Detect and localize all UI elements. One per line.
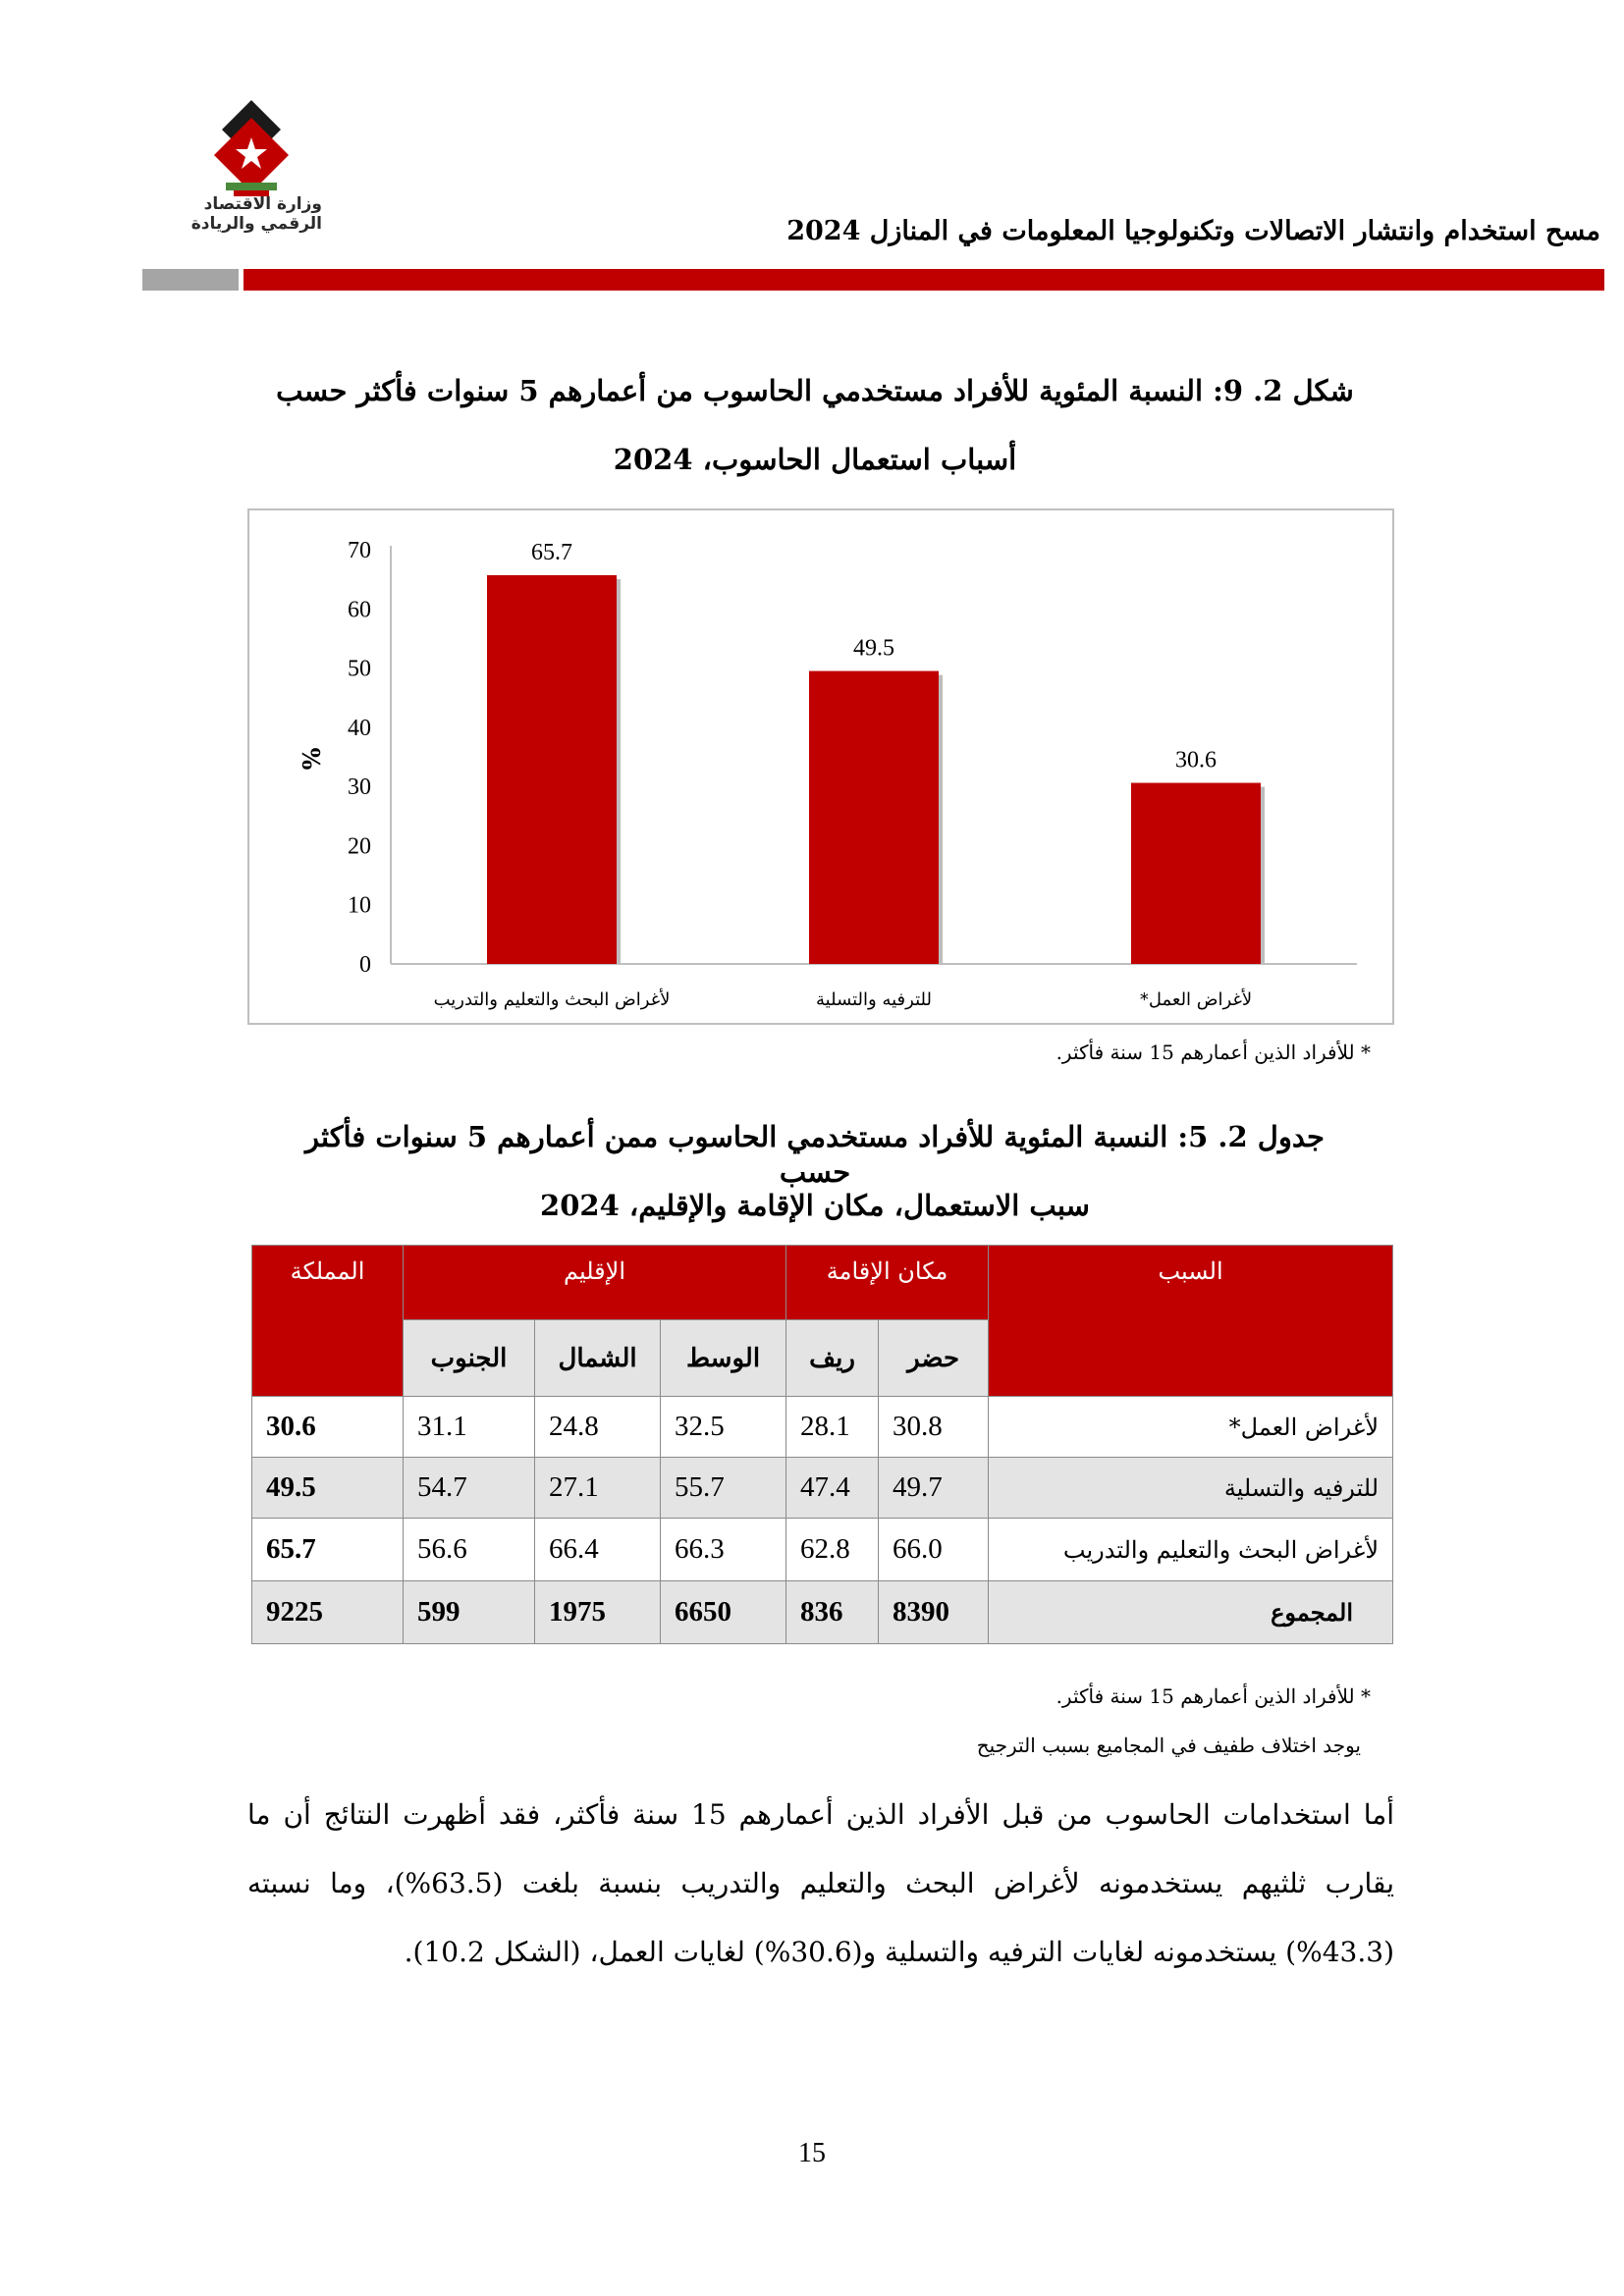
report-title: مسح استخدام وانتشار الاتصالات وتكنولوجيا المعلومات في المنازل 2024: [786, 216, 1600, 246]
page-number: 15: [798, 2138, 826, 2168]
cell-urban: 30.8: [879, 1397, 989, 1458]
cell-urban: 49.7: [879, 1458, 989, 1519]
x-tick-label: لأغراض العمل*: [1139, 989, 1253, 1010]
cell-rural: 62.8: [786, 1519, 879, 1581]
cell-central: 66.3: [661, 1519, 786, 1581]
row-label: لأغراض العمل*: [989, 1397, 1393, 1458]
row-label: للترفيه والتسلية: [989, 1458, 1393, 1519]
total-label: المجموع: [989, 1581, 1393, 1644]
bar: [809, 671, 939, 964]
cell-central: 55.7: [661, 1458, 786, 1519]
figure-caption-line2: أسباب استعمال الحاسوب، 2024: [613, 443, 1017, 476]
y-tick-label: 50: [348, 656, 371, 682]
figure-caption-line1: شكل 2. 9: النسبة المئوية للأفراد مستخدمي الحاسوب من أعمارهم 5 سنوات فأكثر حسب: [276, 374, 1354, 407]
cell-south: 54.7: [404, 1458, 535, 1519]
cell-central: 32.5: [661, 1397, 786, 1458]
header-region: الإقليم: [404, 1246, 786, 1320]
cell-north: 66.4: [535, 1519, 661, 1581]
y-tick-label: 70: [348, 538, 371, 563]
y-tick-label: 60: [348, 597, 371, 623]
bar: [1131, 783, 1261, 964]
header-residence: مكان الإقامة: [786, 1246, 989, 1320]
y-tick-label: 30: [348, 774, 371, 801]
cell-north: 27.1: [535, 1458, 661, 1519]
cell-kingdom: 49.5: [252, 1458, 404, 1519]
cell-north: 24.8: [535, 1397, 661, 1458]
ministry-name-line2: الرقمي والريادة: [190, 214, 322, 234]
x-tick-label: للترفيه والتسلية: [816, 989, 932, 1010]
header-north: الشمال: [535, 1320, 661, 1397]
header-urban: حضر: [879, 1320, 989, 1397]
data-table: [251, 1245, 1393, 1644]
table-footnote-1: * للأفراد الذين أعمارهم 15 سنة فأكثر.: [1056, 1684, 1371, 1708]
table-row: [252, 1458, 1393, 1519]
total-central: 6650: [661, 1581, 786, 1644]
y-tick-label: 20: [348, 833, 371, 860]
ministry-name-line1: وزارة الاقتصاد: [203, 194, 322, 214]
table-footnote-2: يوجد اختلاف طفيف في المجاميع بسبب الترجيح: [976, 1734, 1361, 1757]
body-paragraph: أما استخدامات الحاسوب من قبل الأفراد الذين أعمارهم 15 سنة فأكثر، فقد أظهرت النتائج أن ما يقارب ثلثيهم يستخدمونه لأغراض البحث والتعليم والتدريب بنسبة بلغت (63.5%)، وما نسبته (43.3%) يستخدمونه لغايات الترفيه والتسلية و(30.6%) لغايات العمل، (الشكل 10.2).: [247, 1798, 1394, 1968]
header-divider-red: [244, 269, 1604, 291]
cell-kingdom: 65.7: [252, 1519, 404, 1581]
y-tick-label: 10: [348, 892, 371, 919]
header-rural: ريف: [786, 1320, 879, 1397]
bar-chart: [247, 508, 1394, 1025]
table-caption-line2: سبب الاستعمال، مكان الإقامة والإقليم، 2024: [540, 1189, 1090, 1222]
header-kingdom: المملكة: [252, 1246, 404, 1397]
header-south: الجنوب: [404, 1320, 535, 1397]
total-south: 599: [404, 1581, 535, 1644]
cell-urban: 66.0: [879, 1519, 989, 1581]
header-divider-grey: [142, 269, 239, 291]
figure-footnote: * للأفراد الذين أعمارهم 15 سنة فأكثر.: [1056, 1041, 1371, 1064]
data-label: 65.7: [531, 539, 572, 565]
cell-rural: 47.4: [786, 1458, 879, 1519]
ministry-name: [185, 194, 322, 234]
cell-kingdom: 30.6: [252, 1397, 404, 1458]
table-row: [252, 1397, 1393, 1458]
total-urban: 8390: [879, 1581, 989, 1644]
y-tick-label: 0: [359, 952, 371, 978]
bar: [487, 575, 617, 964]
header-central: الوسط: [661, 1320, 786, 1397]
x-tick-label: لأغراض البحث والتعليم والتدريب: [433, 989, 671, 1010]
total-rural: 836: [786, 1581, 879, 1644]
data-label: 49.5: [853, 635, 894, 662]
y-tick-label: 40: [348, 715, 371, 741]
header-reason: السبب: [989, 1246, 1393, 1397]
total-north: 1975: [535, 1581, 661, 1644]
table-total-row: [252, 1581, 1393, 1644]
row-label: لأغراض البحث والتعليم والتدريب: [989, 1519, 1393, 1581]
y-axis-label: %: [298, 747, 326, 771]
total-kingdom: 9225: [252, 1581, 404, 1644]
cell-south: 31.1: [404, 1397, 535, 1458]
data-label: 30.6: [1175, 747, 1217, 774]
cell-south: 56.6: [404, 1519, 535, 1581]
cell-rural: 28.1: [786, 1397, 879, 1458]
table-caption-line1: جدول 2. 5: النسبة المئوية للأفراد مستخدمي الحاسوب ممن أعمارهم 5 سنوات فأكثر حسب: [305, 1120, 1325, 1189]
chart-canvas: [249, 510, 1392, 1023]
table-row: [252, 1519, 1393, 1581]
